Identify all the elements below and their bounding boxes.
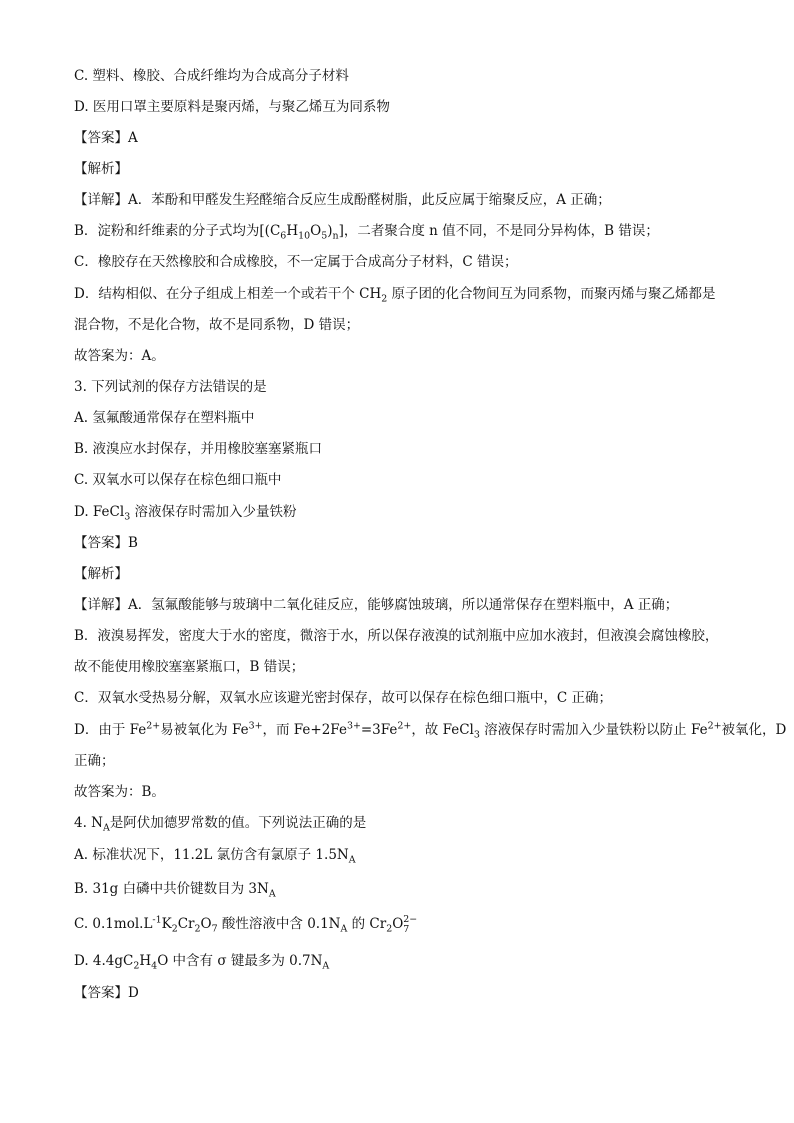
- text: O 中含有 σ 键最多为 0.7N: [157, 953, 323, 969]
- subscript: 2: [171, 923, 178, 935]
- subscript: 10: [298, 230, 311, 242]
- text: A. 标准状况下，11.2L 氯仿含有氯原子 1.5N: [74, 847, 349, 863]
- text: 酸性溶液中含 0.1N: [217, 916, 341, 932]
- text: B．淀粉和纤维素的分子式均为[(C: [74, 223, 281, 239]
- q3-option-d: [74, 502, 754, 522]
- q4-option-b: [74, 879, 754, 899]
- q3-answer: [74, 533, 754, 553]
- subscript: A: [340, 923, 348, 935]
- subscript: 7: [403, 923, 410, 935]
- detail-tag: 【详解】: [74, 192, 128, 208]
- text: 被氧化，D: [721, 722, 787, 738]
- q2-final-answer: 故答案为：A。: [74, 348, 165, 364]
- text: Cr: [177, 916, 195, 932]
- subscript: A: [348, 854, 356, 866]
- text: D．结构相似、在分子组成上相差一个或若干个 CH: [74, 286, 382, 302]
- text: 的 Cr: [347, 916, 387, 932]
- q2-detail-b: B．淀粉和纤维素的分子式均为$[(C_6H_{10}O_5)_n]$，二者聚合度 n 值不同，不是同分异构体，B 错误；: [74, 223, 659, 242]
- analysis-tag: 【解析】: [74, 566, 128, 582]
- subscript: A: [268, 888, 276, 900]
- answer-tag: 【答案】: [74, 535, 128, 551]
- text: 溶液保存时需加入少量铁粉: [130, 504, 297, 520]
- text: 溶液保存时需加入少量铁粉以防止 Fe: [479, 722, 708, 738]
- detail-text: A．氢氟酸能够与玻璃中二氧化硅反应，能够腐蚀玻璃，所以通常保存在塑料瓶中，A 正确；: [128, 597, 679, 613]
- q3-final-answer: 故答案为：B。: [74, 784, 165, 800]
- q2-detail-a: [74, 190, 754, 210]
- q3-option-b: B. 液溴应水封保存，并用橡胶塞塞紧瓶口: [74, 441, 323, 457]
- text: 是阿伏加德罗常数的值。下列说法正确的是: [109, 815, 367, 831]
- detail-text: A．苯酚和甲醛发生羟醛缩合反应生成酚醛树脂，此反应属于缩聚反应，A 正确；: [128, 192, 611, 208]
- subscript: 7: [211, 923, 218, 935]
- superscript: -1: [152, 914, 162, 926]
- q3-detail-b-line2: 故不能使用橡胶塞塞紧瓶口，B 错误；: [74, 659, 305, 675]
- q4-option-c: [74, 914, 754, 934]
- q2-option-d: D. 医用口罩主要原料是聚丙烯，与聚乙烯互为同系物: [74, 99, 390, 115]
- subscript: 2: [133, 960, 140, 972]
- answer-tag: 【答案】: [74, 130, 128, 146]
- answer-value: B: [128, 535, 138, 551]
- answer-value: A: [128, 130, 138, 146]
- q4-option-d: [74, 951, 754, 971]
- subscript: A: [102, 822, 110, 834]
- subscript: 2: [381, 293, 388, 305]
- text: O: [392, 916, 404, 932]
- superscript: 2+: [397, 720, 412, 732]
- detail-tag: 【详解】: [74, 597, 128, 613]
- text: D. FeCl: [74, 504, 125, 520]
- q4-answer: [74, 983, 754, 1003]
- text: 原子团的化合物间互为同系物，而聚丙烯与聚乙烯都是: [387, 286, 716, 302]
- text: C. 0.1mol.L: [74, 916, 153, 932]
- subscript: 3: [124, 511, 131, 523]
- superscript: 3+: [346, 720, 361, 732]
- analysis-tag: 【解析】: [74, 161, 128, 177]
- q2-detail-d-line1: [74, 284, 754, 304]
- superscript: 2+: [707, 720, 722, 732]
- superscript: 2−: [403, 914, 418, 926]
- q3-detail-d-line2: 正确；: [74, 753, 115, 769]
- q2-analysis-tag: [74, 159, 754, 179]
- subscript: A: [322, 960, 330, 972]
- text: D．由于 Fe: [74, 722, 147, 738]
- subscript: 5: [321, 230, 328, 242]
- text: D. 4.4gC: [74, 953, 134, 969]
- text: ]，二者聚合度 n 值不同，不是同分异构体，B 错误；: [338, 223, 659, 239]
- subscript: 3: [473, 729, 480, 741]
- q2-detail-d-line2: 混合物，不是化合物，故不是同系物，D 错误；: [74, 317, 360, 333]
- text: 易被氧化为 Fe: [160, 722, 249, 738]
- text: ，故 FeCl: [411, 722, 474, 738]
- text: =3Fe: [360, 722, 398, 738]
- subscript: n: [332, 230, 339, 242]
- superscript: 3+: [248, 720, 263, 732]
- q4-stem: [74, 813, 754, 833]
- subscript: 4: [151, 960, 158, 972]
- q4-option-a: [74, 845, 754, 865]
- text: H: [139, 953, 152, 969]
- subscript: 2: [386, 923, 393, 935]
- text: O: [200, 916, 212, 932]
- q3-stem: 3. 下列试剂的保存方法错误的是: [74, 379, 267, 395]
- q3-detail-c: C．双氧水受热易分解，双氧水应该避光密封保存，故可以保存在棕色细口瓶中，C 正确；: [74, 690, 612, 706]
- text: K: [161, 916, 172, 932]
- q3-detail-d-line1: [74, 720, 787, 741]
- q2-detail-c: C．橡胶存在天然橡胶和合成橡胶，不一定属于合成高分子材料，C 错误；: [74, 254, 518, 270]
- superscript: 2+: [146, 720, 161, 732]
- text: ，而 Fe+2Fe: [262, 722, 347, 738]
- answer-value: D: [128, 985, 139, 1001]
- q2-option-c: C. 塑料、橡胶、合成纤维均为合成高分子材料: [74, 68, 349, 84]
- q3-detail-b-line1: B．液溴易挥发，密度大于水的密度，微溶于水，所以保存液溴的试剂瓶中应加水液封，但液溴会腐蚀橡胶，: [74, 628, 719, 644]
- text: H: [286, 223, 299, 239]
- text: B. 31g 白磷中共价键数目为 3N: [74, 881, 269, 897]
- text: 4. N: [74, 815, 103, 831]
- subscript: 2: [194, 923, 201, 935]
- q3-option-c: C. 双氧水可以保存在棕色细口瓶中: [74, 472, 282, 488]
- q3-analysis-tag: [74, 564, 754, 584]
- answer-tag: 【答案】: [74, 985, 128, 1001]
- text: O: [310, 223, 322, 239]
- q3-detail-a: [74, 595, 754, 615]
- subscript: 6: [280, 230, 287, 242]
- q3-option-a: A. 氢氟酸通常保存在塑料瓶中: [74, 410, 255, 426]
- q2-answer: [74, 128, 754, 148]
